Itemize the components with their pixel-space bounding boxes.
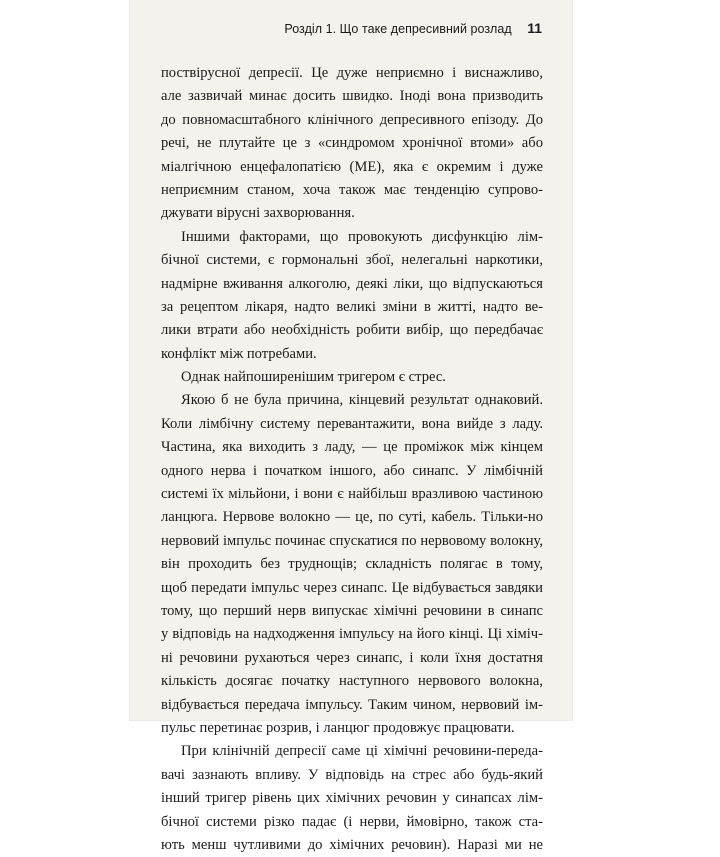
text-line: Коли лімбічну систему перевантажити, вона вийде з ладу.	[161, 415, 543, 432]
text-line: Якою б не була причина, кінцевий результат однаковий.	[181, 392, 543, 409]
text-line: відбувається передача імпульсу. Таким чином, нервовий ім-	[161, 696, 543, 713]
text-line: вачі зазнають впливу. У відповідь на стрес або будь-який	[161, 766, 543, 783]
text-line: поствірусної депресії. Це дуже неприємно і виснажливо,	[161, 65, 543, 81]
page-number: 11	[527, 20, 542, 36]
text-line: міалгічною енцефалопатією (МЕ), яка є окремим і дуже	[161, 158, 543, 175]
text-line: При клінічній депресії саме ці хімічні речовини-переда-	[181, 743, 543, 760]
text-line: Частина, яка виходить з ладу, — це проміжок між кінцем	[161, 439, 543, 456]
text-line: але зазвичай минає досить швидко. Іноді вона призводить	[161, 88, 543, 105]
running-head	[284, 20, 542, 36]
text-line: він проходить без труднощів; складність полягає в тому,	[161, 556, 543, 573]
text-line: пульс перетинає розрив, і ланцюг продовжує працювати.	[161, 719, 515, 736]
text-line: бічної системи, є гормональні збої, нелегальні наркотики,	[161, 252, 543, 269]
text-line: бічної системи різко падає (і нерви, ймовірно, також ста-	[161, 813, 543, 830]
text-line: тому, що перший нерв випускає хімічні речовини в синапс	[161, 602, 543, 619]
text-line: кількість досягає початку наступного нервового волокна,	[161, 673, 543, 690]
text-line: речі, не плутайте це з «синдромом хронічної втоми» або	[161, 135, 543, 152]
text-line: системі їх мільйони, і вони є найбільш вразливою частиною	[161, 486, 543, 503]
text-line: ють менш чутливими до хімічних речовин). Наразі ми не	[161, 836, 543, 853]
text-line: нервовий імпульс починає спускатися по нервовому волокну,	[161, 532, 543, 549]
body-text	[161, 62, 543, 857]
text-line: ланцюга. Нервове волокно — це, по суті, кабель. Тільки-но	[161, 509, 543, 526]
text-line: у відповідь на надходження імпульсу на його кінці. Ці хіміч-	[161, 626, 543, 643]
text-line: Іншими факторами, що провокують дисфункцію лім-	[181, 228, 543, 245]
text-line: ні речовини рухаються через синапс, і коли їхня достатня	[161, 649, 543, 666]
text-line: лики втрати або необхідність робити вибір, що передбачає	[161, 322, 543, 339]
text-line: конфлікт між потребами.	[161, 345, 317, 362]
text-line: за рецептом лікаря, надто великі зміни в житті, надто ве-	[161, 298, 543, 315]
text-line: до повномасштабного клінічного депресивного епізоду. До	[161, 111, 543, 128]
chapter-title: Розділ 1. Що таке депресивний розлад	[284, 22, 512, 36]
text-line: неприємним станом, хоча також має тенденцію супрово-	[161, 181, 543, 198]
text-line: джувати вірусні захворювання.	[161, 205, 355, 222]
text-line: Однак найпоширенішим тригером є стрес.	[181, 369, 446, 386]
text-line: надмірне вживання алкоголю, деякі ліки, що відпускаються	[161, 275, 543, 292]
text-line: одного нерва і початком іншого, або синапс. У лімбічній	[161, 462, 543, 479]
text-line: інший тригер рівень цих хімічних речовин у синапсах лім-	[161, 790, 543, 807]
book-page	[130, 0, 572, 853]
text-line: щоб передати імпульс через синапс. Це відбувається завдяки	[161, 579, 543, 596]
